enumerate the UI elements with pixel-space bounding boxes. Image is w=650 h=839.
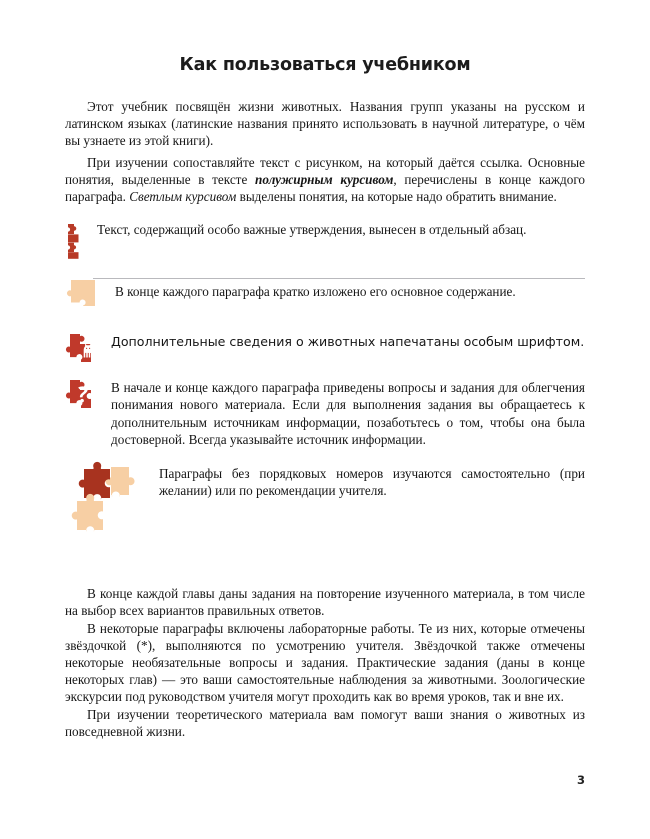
page-number: 3 (576, 773, 585, 787)
closing-paragraph-3: При изучении теоретического материала вам помогут ваши знания о животных из повседневной жизни. (65, 706, 585, 739)
intro-2-lead: При изучении сопоставляйте текст с рисунком, на который даётся ссылка. Основные понятия, выделенные в тексте (65, 154, 585, 187)
puzzle-cat-icon (65, 333, 99, 365)
intro-2-middle: , перечислены в конце каждого параграфа. (65, 171, 585, 205)
legend-item-2-text: В конце каждого параграфа кратко изложено его основное содержание. (115, 284, 516, 300)
legend-item-important-text (65, 221, 585, 259)
legend-item-summary (65, 283, 585, 319)
puzzle-question-icon (65, 379, 99, 411)
page-title: Как пользоваться учебником (179, 55, 471, 75)
legend-item-3-text: Дополнительные сведения о животных напечатаны особым шрифтом. (111, 334, 585, 350)
intro-2-tail: выделены понятия, на которые надо обратить внимание. (236, 189, 557, 205)
legend-item-extra-info (65, 333, 585, 369)
legend-item-5-text: Параграфы без порядковых номеров изучаются самостоятельно (при желании) или по рекомендации учителя. (159, 466, 585, 499)
legend-item-1-text: Текст, содержащий особо важные утверждения, вынесен в отдельный абзац. (97, 222, 527, 238)
section-divider-rule (93, 278, 585, 279)
intro-paragraph-2 (65, 154, 585, 206)
closing-paragraph-2: В некоторые параграфы включены лабораторные работы. Те из них, которые отмечены звёздочкой (*), выполняются по усмотрению учителя. Звёздочкой также отмечены некоторые необязательные вопросы и задания. Практические задания (даны в конце некоторых глав) — это ваши самостоятельные наблюдения за животными. Зоологические экскурсии под руководством учителя могут проходить как во время уроков, так и вне их. (65, 620, 585, 705)
legend-item-unnumbered-sections (65, 465, 585, 545)
legend-item-questions (65, 379, 585, 449)
legend-rule-wrap (65, 273, 585, 283)
legend-item-4-text: В начале и конце каждого параграфа приведены вопросы и задания для облегчения понимания нового материала. Если для выполнения задания вы обращаетесь к дополнительным источникам информации, позаботьтесь о том, чтобы она была достоверной. Всегда указывайте источник информации. (111, 380, 585, 447)
intro-2-italic: Светлым курсивом (129, 189, 237, 205)
puzzle-peach-icon (65, 280, 95, 314)
page-content (65, 55, 585, 740)
puzzle-group-icon (65, 461, 149, 547)
closing-paragraph-1: В конце каждой главы даны задания на повторение изученного материала, в том числе на выбор всех вариантов правильных ответов. (65, 586, 585, 619)
intro-2-bold-italic: полужирным курсивом (254, 171, 394, 187)
intro-paragraph-1: Этот учебник посвящён жизни животных. Названия групп указаны на русском и латинском языках (латинские названия принято использовать в научной литературе, о чём вы узнаете из этой книги). (65, 99, 585, 149)
puzzle-stack-red-icon (65, 223, 83, 261)
